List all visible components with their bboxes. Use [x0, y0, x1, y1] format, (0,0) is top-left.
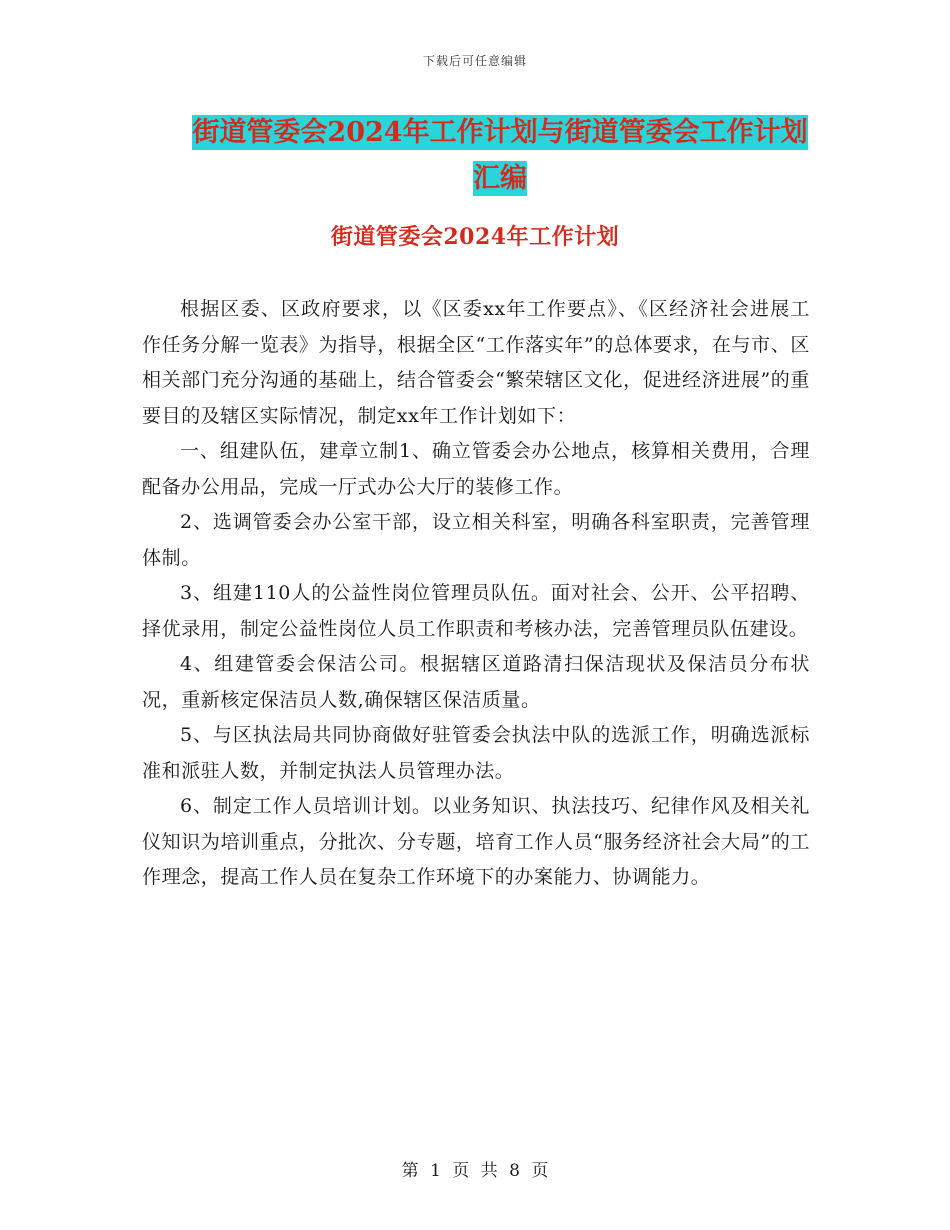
document-body	[142, 292, 810, 896]
page-footer-indicator: 第 1 页 共 8 页	[401, 1161, 549, 1181]
document-title-text: 街道管委会2024年工作计划与街道管委会工作计划汇编	[192, 117, 808, 194]
paragraph-intro: 根据区委、区政府要求，以《区委xx年工作要点》、《区经济社会进展工作任务分解一览表》为指导，根据全区“工作落实年”的总体要求，在与市、区相关部门充分沟通的基础上，结合管委会“繁荣辖区文化，促进经济进展”的重要目的及辖区实际情况，制定xx年工作计划如下：	[142, 298, 810, 427]
paragraph-item-2: 2、选调管委会办公室干部，设立相关科室，明确各科室职责，完善管理体制。	[142, 511, 810, 569]
paragraph-item-1: 一、组建队伍，建章立制1、确立管委会办公地点，核算相关费用，合理配备办公用品，完成一厅式办公大厅的装修工作。	[142, 440, 810, 498]
paragraph-item-5: 5、与区执法局共同协商做好驻管委会执法中队的选派工作，明确选派标准和派驻人数，并制定执法人员管理办法。	[142, 724, 810, 782]
paragraph-item-6: 6、制定工作人员培训计划。以业务知识、执法技巧、纪律作风及相关礼仪知识为培训重点，分批次、分专题，培育工作人员“服务经济社会大局”的工作理念，提高工作人员在复杂工作环境下的办案能力、协调能力。	[142, 795, 810, 888]
page-header-note: 下载后可任意编辑	[422, 54, 527, 68]
section-title: 街道管委会2024年工作计划	[330, 224, 620, 250]
paragraph-item-4: 4、组建管委会保洁公司。根据辖区道路清扫保洁现状及保洁员分布状况，重新核定保洁员人数,确保辖区保洁质量。	[142, 653, 810, 711]
document-title	[185, 110, 815, 202]
paragraph-item-3: 3、组建110人的公益性岗位管理员队伍。面对社会、公开、公平招聘、择优录用，制定公益性岗位人员工作职责和考核办法，完善管理员队伍建设。	[142, 582, 810, 640]
